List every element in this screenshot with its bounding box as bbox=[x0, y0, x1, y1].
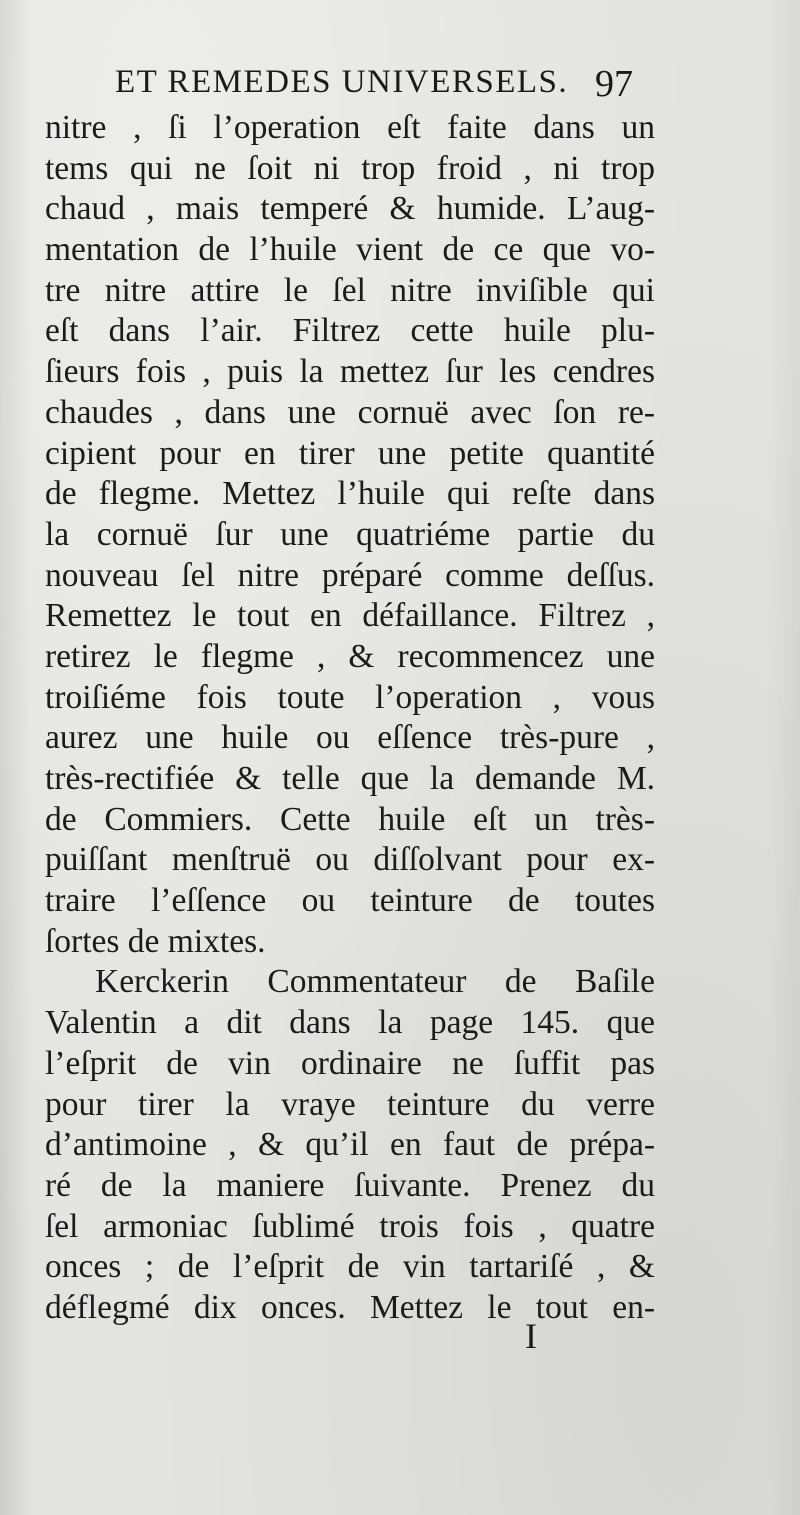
text-line: troiſiéme fois toute l’operation , vous bbox=[45, 678, 655, 716]
text-line: Remettez le tout en défaillance. Filtrez , bbox=[45, 597, 655, 635]
text-line: puiſſant menſtruë ou diſſolvant pour ex- bbox=[45, 841, 655, 879]
text-line: ré de la maniere ſuivante. Prenez du bbox=[45, 1166, 655, 1204]
text-line: la cornuë ſur une quatriéme partie du bbox=[45, 515, 655, 553]
text-line: nitre , ſi l’operation eſt faite dans un bbox=[45, 109, 655, 146]
paragraph-end-line: ſortes de mixtes. bbox=[45, 922, 266, 960]
text-line: mentation de l’huile vient de ce que vo- bbox=[45, 231, 655, 269]
text-line: ſel armoniac ſublimé trois fois , quatre bbox=[45, 1207, 655, 1245]
text-line: l’eſprit de vin ordinaire ne ſuffit pas bbox=[45, 1044, 655, 1082]
text-line: chaud , mais temperé & humide. L’aug- bbox=[45, 190, 655, 228]
signature-mark: I bbox=[525, 1316, 537, 1356]
text-line: chaudes , dans une cornuë avec ſon re- bbox=[45, 393, 655, 431]
text-line: eſt dans l’air. Filtrez cette huile plu- bbox=[45, 312, 655, 350]
text-line: de Commiers. Cette huile eſt un très- bbox=[45, 800, 655, 838]
text-line: déflegmé dix onces. Mettez le tout en- bbox=[45, 1288, 655, 1326]
text-line: traire l’eſſence ou teinture de toutes bbox=[45, 882, 655, 920]
text-line: tre nitre attire le ſel nitre inviſible qui bbox=[45, 271, 655, 309]
text-line: onces ; de l’eſprit de vin tartariſé , & bbox=[45, 1248, 655, 1286]
text-line: nouveau ſel nitre préparé comme deſſus. bbox=[45, 556, 655, 594]
text-line: retirez le flegme , & recommencez une bbox=[45, 637, 655, 675]
running-head bbox=[115, 62, 645, 106]
text-line: de flegme. Mettez l’huile qui reſte dans bbox=[45, 475, 655, 513]
text-line: tems qui ne ſoit ni trop froid , ni trop bbox=[45, 149, 655, 187]
text-line: aurez une huile ou eſſence très-pure , bbox=[45, 719, 655, 757]
paragraph-start-line: Kerckerin Commentateur de Baſile bbox=[95, 963, 655, 1001]
page-number: 97 bbox=[595, 63, 633, 105]
body-text bbox=[45, 108, 655, 1329]
text-line: Valentin a dit dans la page 145. que bbox=[45, 1004, 655, 1042]
text-line: cipient pour en tirer une petite quantité bbox=[45, 434, 655, 472]
text-line: d’antimoine , & qu’il en faut de prépa- bbox=[45, 1126, 655, 1164]
running-title: ET REMEDES UNIVERSELS. bbox=[115, 64, 569, 100]
text-line: très-rectifiée & telle que la demande M. bbox=[45, 760, 655, 797]
text-line: ſieurs fois , puis la mettez ſur les cendres bbox=[45, 353, 655, 391]
text-line: pour tirer la vraye teinture du verre bbox=[45, 1085, 655, 1123]
